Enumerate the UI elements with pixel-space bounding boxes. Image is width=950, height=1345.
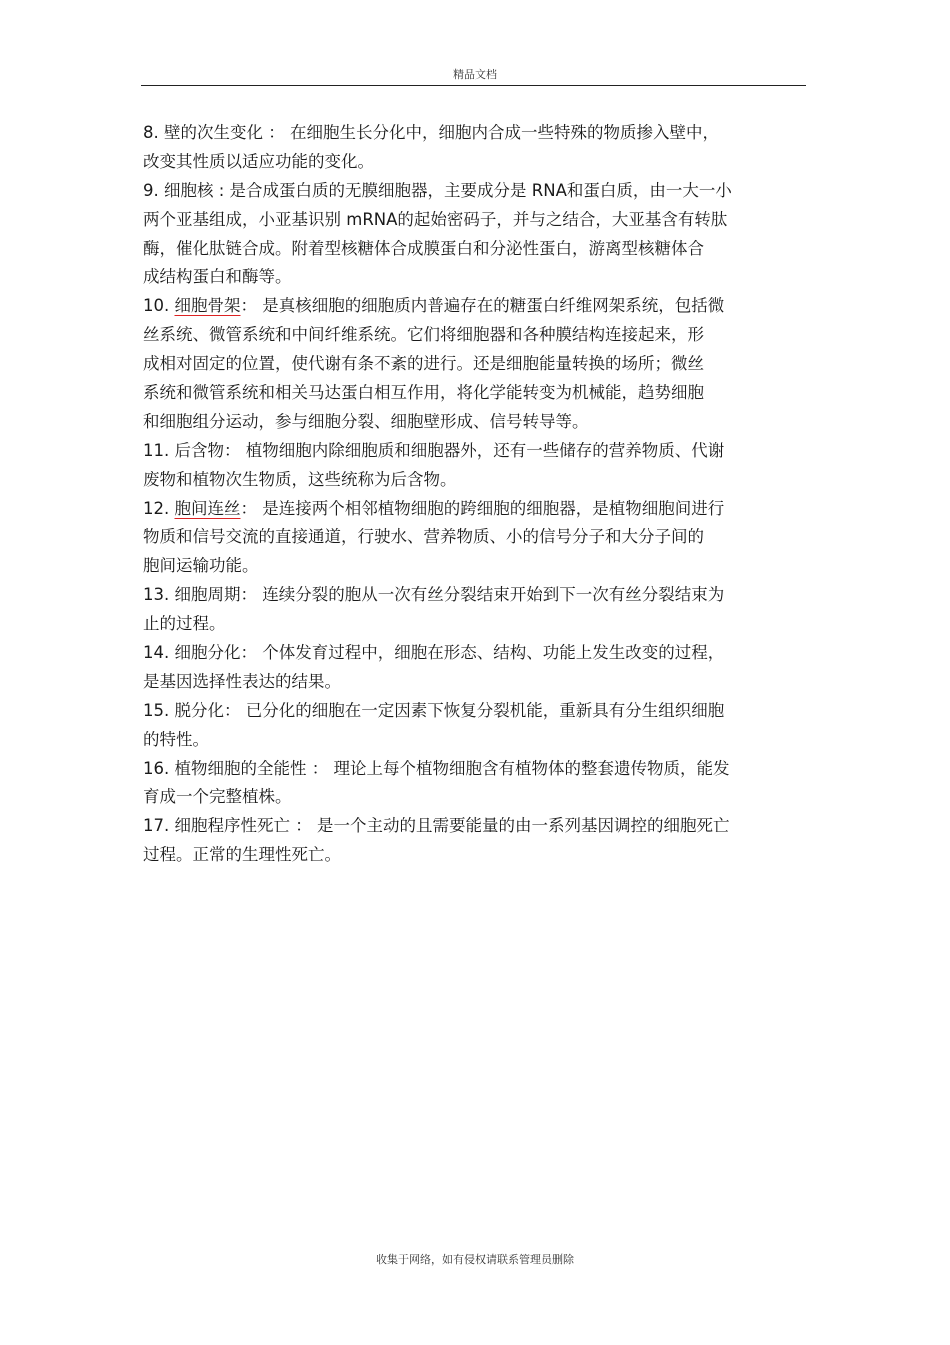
- text-line: 的特性。: [143, 729, 209, 749]
- document-body: [143, 119, 803, 870]
- definition-entry: [143, 697, 803, 755]
- entry-definition: ： 是真核细胞的细胞质内普遍存在的糖蛋白纤维网架系统，包括微: [240, 296, 725, 316]
- text-line: 8. 壁的次生变化 ： 在细胞生长分化中，细胞内合成一些特殊的物质掺入壁中，: [143, 123, 719, 142]
- definition-entry: [143, 581, 803, 639]
- text-line: 育成一个完整植株。: [143, 787, 292, 807]
- text-line: [143, 495, 803, 524]
- definition-entry: [143, 812, 803, 870]
- entry-number: 10.: [143, 296, 175, 316]
- header-text: 精品文档: [453, 68, 497, 81]
- text-line: [143, 292, 803, 321]
- text-line: 成相对固定的位置，使代谢有条不紊的进行。还是细胞能量转换的场所；微丝: [143, 354, 704, 374]
- text-line: 14. 细胞分化： 个体发育过程中，细胞在形态、结构、功能上发生改变的过程，: [143, 643, 725, 663]
- text-line: 11. 后含物： 植物细胞内除细胞质和细胞器外，还有一些储存的营养物质、代谢: [143, 440, 725, 460]
- text-line: 过程。正常的生理性死亡。: [143, 845, 341, 865]
- text-line: 改变其性质以适应功能的变化。: [143, 151, 374, 171]
- text-line: 是基因选择性表达的结果。: [143, 671, 341, 691]
- text-line: 止的过程。: [143, 614, 226, 634]
- text-line: 胞间运输功能。: [143, 556, 259, 576]
- text-line: 和细胞组分运动，参与细胞分裂、细胞壁形成、信号转导等。: [143, 411, 589, 431]
- text-line: 成结构蛋白和酶等。: [143, 267, 292, 287]
- underlined-term: 胞间连丝: [174, 498, 241, 518]
- entry-number: 12.: [143, 498, 175, 518]
- definition-entry: [143, 755, 803, 813]
- text-line: 两个亚基组成，小亚基识别 mRNA的起始密码子，并与之结合，大亚基含有转肽: [143, 209, 728, 229]
- text-line: 丝系统、微管系统和中间纤维系统。它们将细胞器和各种膜结构连接起来，形: [143, 325, 704, 345]
- text-line: 物质和信号交流的直接通道，行驶水、营养物质、小的信号分子和大分子间的: [143, 527, 704, 547]
- definition-entry: [143, 177, 803, 293]
- text-line: 17. 细胞程序性死亡 ： 是一个主动的且需要能量的由一系列基因调控的细胞死亡: [143, 816, 730, 836]
- text-line: 废物和植物次生物质，这些统称为后含物。: [143, 469, 457, 489]
- text-line: 系统和微管系统和相关马达蛋白相互作用，将化学能转变为机械能，趋势细胞: [143, 383, 704, 403]
- text-line: 13. 细胞周期： 连续分裂的胞从一次有丝分裂结束开始到下一次有丝分裂结束为: [143, 585, 725, 605]
- text-line: 16. 植物细胞的全能性 ： 理论上每个植物细胞含有植物体的整套遗传物质，能发: [143, 758, 730, 778]
- text-line: 酶，催化肽链合成。附着型核糖体合成膜蛋白和分泌性蛋白，游离型核糖体合: [143, 238, 704, 258]
- definition-entry: [143, 292, 803, 436]
- definition-entry: [143, 639, 803, 697]
- underlined-term: 细胞骨架: [174, 296, 241, 316]
- header-divider: [141, 85, 806, 86]
- text-line: 15. 脱分化： 已分化的细胞在一定因素下恢复分裂机能，重新具有分生组织细胞: [143, 700, 725, 720]
- entry-definition: ： 是连接两个相邻植物细胞的跨细胞的细胞器，是植物细胞间进行: [240, 498, 725, 518]
- definition-entry: [143, 437, 803, 495]
- definition-entry: [143, 119, 803, 177]
- footer-text: 收集于网络，如有侵权请联系管理员删除: [376, 1253, 574, 1266]
- text-line: 9. 细胞核 : 是合成蛋白质的无膜细胞器，主要成分是 RNA和蛋白质，由一大一小: [143, 180, 732, 200]
- definition-entry: [143, 495, 803, 582]
